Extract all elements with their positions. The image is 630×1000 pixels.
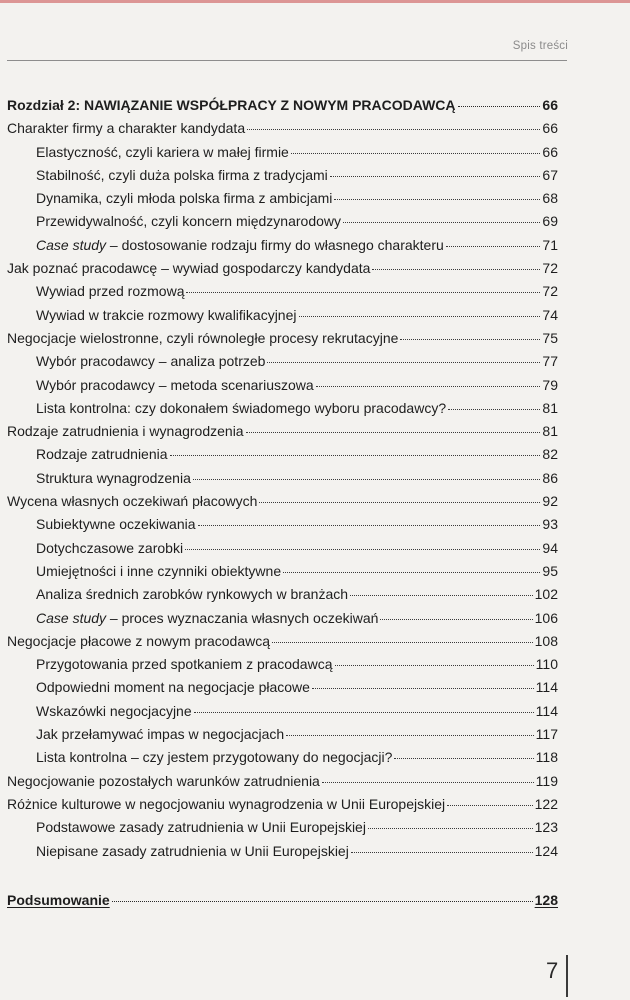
toc-subsection-entry[interactable] (7, 513, 558, 536)
toc-entry-title-text: Wycena własnych oczekiwań płacowych (7, 493, 258, 510)
toc-subsection-entry[interactable] (7, 304, 558, 327)
toc-entry-page: 72 (542, 260, 558, 277)
toc-dot-leader (322, 782, 534, 783)
toc-entry-title (7, 117, 245, 140)
toc-dot-leader (335, 665, 534, 666)
toc-entry-page: 66 (542, 97, 558, 113)
toc-entry-title (36, 187, 332, 210)
toc-entry-page: 122 (534, 795, 558, 812)
toc-subsection-entry[interactable] (7, 840, 558, 863)
toc-entry-title-italic: Case study (36, 236, 107, 253)
toc-entry-page: 119 (535, 772, 558, 789)
toc-entry-page: 72 (542, 283, 558, 300)
toc-entry-title (36, 304, 297, 327)
toc-entry-title (36, 350, 265, 373)
toc-dot-leader (343, 222, 540, 223)
toc-entry-title-text: Lista kontrolna – czy jestem przygotowany do negocjacji? (36, 749, 393, 766)
toc-subsection-entry[interactable] (7, 397, 558, 420)
toc-dot-leader (448, 409, 540, 410)
toc-dot-leader (247, 129, 540, 130)
toc-entry-title-text: Analiza średnich zarobków rynkowych w branżach (36, 586, 349, 603)
toc-entry-title-text: Podsumowanie (7, 891, 110, 908)
toc-entry-title-text: Negocjacje płacowe z nowym pracodawcą (7, 632, 271, 649)
toc-subsection-entry[interactable] (7, 164, 558, 187)
toc-entry-title-text: Struktura wynagrodzenia (36, 469, 191, 486)
toc-entry-title-text: Subiektywne oczekiwania (36, 516, 196, 533)
toc-subsection-entry[interactable] (7, 234, 558, 257)
toc-entry-title-text: Różnice kulturowe w negocjowaniu wynagrodzenia w Unii Europejskiej (7, 795, 446, 812)
toc-entry-page: 75 (542, 329, 558, 346)
toc-subsection-entry[interactable] (7, 607, 558, 630)
toc-entry-title-text: Wywiad w trakcie rozmowy kwalifikacyjnej (36, 306, 297, 323)
toc-dot-leader (112, 901, 533, 902)
table-of-contents (7, 94, 558, 912)
toc-entry-page: 67 (542, 166, 558, 183)
toc-subsection-entry[interactable] (7, 141, 558, 164)
toc-dot-leader (186, 292, 540, 293)
toc-entry-page: 66 (542, 143, 558, 160)
toc-entry-page: 108 (534, 632, 558, 649)
toc-subsection-entry[interactable] (7, 700, 558, 723)
toc-entry-page: 114 (535, 702, 558, 719)
toc-entry-title (36, 164, 328, 187)
toc-dot-leader (446, 246, 541, 247)
toc-entry-title (36, 723, 284, 746)
toc-section-entry[interactable] (7, 490, 558, 513)
toc-entry-page: 94 (542, 539, 558, 556)
toc-entry-title (36, 397, 446, 420)
toc-dot-leader (350, 595, 533, 596)
toc-entry-title-text: Rodzaje zatrudnienia i wynagrodzenia (7, 423, 244, 440)
toc-entry-title (7, 793, 445, 816)
toc-section-entry[interactable] (7, 420, 558, 443)
toc-dot-leader (267, 362, 540, 363)
toc-entry-title-text: Umiejętności i inne czynniki obiektywne (36, 562, 282, 579)
toc-entry-title-text: Odpowiedni moment na negocjacje płacowe (36, 679, 310, 696)
toc-entry-title-text: Stabilność, czyli duża polska firma z tradycjami (36, 166, 328, 183)
toc-subsection-entry[interactable] (7, 443, 558, 466)
toc-entry-title-text: Przygotowania przed spotkaniem z pracodawcą (36, 656, 333, 673)
toc-entry-title (36, 840, 349, 863)
toc-entry-title-text: Rozdział 2: NAWIĄZANIE WSPÓŁPRACY Z NOWYM PRACODAWCĄ (7, 97, 456, 113)
toc-entry-title (36, 513, 196, 536)
toc-entry-page: 102 (534, 586, 558, 603)
toc-dot-leader (380, 619, 532, 620)
page-top-edge (0, 0, 630, 3)
toc-section-entry[interactable] (7, 630, 558, 653)
toc-entry-page: 68 (542, 190, 558, 207)
toc-entry-title (7, 889, 110, 912)
toc-entry-page: 124 (534, 842, 558, 859)
toc-entry-title (36, 816, 366, 839)
toc-dot-leader (291, 153, 541, 154)
toc-subsection-entry[interactable] (7, 210, 558, 233)
toc-dot-leader (198, 525, 541, 526)
toc-dot-leader (286, 735, 533, 736)
page-number: 7 (546, 958, 559, 983)
toc-entry-title-text: Przewidywalność, czyli koncern międzynarodowy (36, 213, 342, 230)
toc-entry-title (7, 94, 456, 117)
toc-dot-leader (283, 572, 540, 573)
toc-entry-title-text: Podstawowe zasady zatrudnienia w Unii Europejskiej (36, 819, 366, 836)
toc-entry-title-text: Negocjowanie pozostałych warunków zatrudnienia (7, 772, 320, 789)
toc-entry-title-italic: Case study (36, 609, 107, 626)
toc-entry-page: 74 (542, 306, 558, 323)
toc-entry-page: 92 (542, 493, 558, 510)
toc-entry-page: 77 (542, 353, 558, 370)
toc-entry-title (36, 210, 341, 233)
toc-entry-title (7, 420, 244, 443)
toc-dot-leader (334, 199, 540, 200)
toc-entry-page: 66 (542, 120, 558, 137)
toc-entry-title (36, 467, 191, 490)
toc-entry-title-text: Wybór pracodawcy – metoda scenariuszowa (36, 376, 314, 393)
toc-dot-leader (400, 339, 540, 340)
toc-entry-title (36, 676, 310, 699)
toc-entry-title (36, 583, 348, 606)
toc-entry-title (36, 374, 314, 397)
toc-entry-page: 128 (534, 891, 558, 908)
toc-entry-title (36, 234, 444, 257)
toc-entry-page: 69 (542, 213, 558, 230)
toc-subsection-entry[interactable] (7, 560, 558, 583)
toc-section-entry[interactable] (7, 117, 558, 140)
toc-subsection-entry[interactable] (7, 280, 558, 303)
toc-entry-title (36, 443, 168, 466)
toc-dot-leader (272, 642, 533, 643)
toc-entry-title-text: Wskazówki negocjacyjne (36, 702, 192, 719)
toc-section-entry[interactable] (7, 770, 558, 793)
toc-entry-title (7, 257, 370, 280)
toc-entry-page: 79 (542, 376, 558, 393)
toc-entry-title (7, 770, 320, 793)
toc-entry-title (36, 653, 333, 676)
toc-entry-page: 82 (542, 446, 558, 463)
toc-entry-page: 95 (542, 562, 558, 579)
toc-subsection-entry[interactable] (7, 676, 558, 699)
toc-entry-title-text: Jak poznać pracodawcę – wywiad gospodarczy kandydata (7, 260, 371, 277)
toc-dot-leader (447, 805, 533, 806)
toc-subsection-entry[interactable] (7, 537, 558, 560)
toc-entry-page: 117 (535, 726, 558, 743)
toc-entry-page: 106 (534, 609, 558, 626)
toc-entry-page: 114 (535, 679, 558, 696)
toc-dot-leader (394, 758, 533, 759)
toc-entry-title (7, 630, 270, 653)
toc-subsection-entry[interactable] (7, 374, 558, 397)
toc-entry-title-text: – proces wyznaczania własnych oczekiwań (106, 609, 379, 626)
toc-entry-page: 123 (534, 819, 558, 836)
page-number-bar (566, 955, 568, 997)
toc-subsection-entry[interactable] (7, 187, 558, 210)
toc-subsection-entry[interactable] (7, 723, 558, 746)
toc-dot-leader (372, 269, 540, 270)
toc-entry-title-text: Wywiad przed rozmową (36, 283, 185, 300)
toc-entry-title (36, 700, 192, 723)
toc-subsection-entry[interactable] (7, 583, 558, 606)
toc-entry-page: 93 (542, 516, 558, 533)
toc-entry-title (36, 560, 281, 583)
toc-entry-title-text: Wybór pracodawcy – analiza potrzeb (36, 353, 266, 370)
toc-entry-title (36, 141, 289, 164)
toc-dot-leader (312, 688, 534, 689)
toc-dot-leader (330, 176, 541, 177)
toc-entry-title (36, 537, 183, 560)
toc-entry-title-text: Dynamika, czyli młoda polska firma z ambicjami (36, 190, 333, 207)
toc-dot-leader (458, 106, 541, 107)
toc-section-entry[interactable] (7, 257, 558, 280)
toc-subsection-entry[interactable] (7, 816, 558, 839)
toc-entry-title (36, 607, 378, 630)
toc-dot-leader (193, 479, 541, 480)
running-header: Spis treści (512, 40, 568, 52)
toc-entry-title (7, 327, 398, 350)
toc-entry-title-text: Rodzaje zatrudnienia (36, 446, 168, 463)
toc-entry-page: 81 (542, 399, 558, 416)
toc-entry-title-text: Niepisane zasady zatrudnienia w Unii Europejskiej (36, 842, 349, 859)
toc-dot-leader (194, 712, 534, 713)
toc-subsection-entry[interactable] (7, 653, 558, 676)
toc-entry-title-text: Elastyczność, czyli kariera w małej firmie (36, 143, 289, 160)
toc-dot-leader (351, 852, 533, 853)
toc-entry-page: 86 (542, 469, 558, 486)
toc-subsection-entry[interactable] (7, 350, 558, 373)
toc-dot-leader (170, 455, 541, 456)
toc-dot-leader (246, 432, 541, 433)
toc-entry-title-text: Jak przełamywać impas w negocjacjach (36, 726, 285, 743)
header-divider (7, 60, 567, 61)
toc-dot-leader (299, 316, 541, 317)
toc-dot-leader (185, 549, 540, 550)
toc-chapter-entry[interactable] (7, 889, 558, 912)
toc-chapter-entry[interactable] (7, 94, 558, 117)
toc-entry-title (7, 490, 257, 513)
toc-section-entry[interactable] (7, 327, 558, 350)
toc-entry-page: 110 (535, 656, 558, 673)
toc-entry-title-text: – dostosowanie rodzaju firmy do własnego charakteru (106, 236, 444, 253)
toc-dot-leader (368, 828, 533, 829)
toc-entry-title-text: Charakter firmy a charakter kandydata (7, 120, 246, 137)
toc-subsection-entry[interactable] (7, 467, 558, 490)
toc-entry-title-text: Negocjacje wielostronne, czyli równoległe procesy rekrutacyjne (7, 329, 399, 346)
toc-entry-title-text: Dotychczasowe zarobki (36, 539, 184, 556)
toc-entry-page: 118 (535, 749, 558, 766)
toc-entry-title (36, 746, 392, 769)
toc-entry-title-text: Lista kontrolna: czy dokonałem świadomego wyboru pracodawcy? (36, 399, 447, 416)
toc-section-entry[interactable] (7, 793, 558, 816)
toc-entry-title (36, 280, 184, 303)
toc-dot-leader (316, 386, 541, 387)
toc-entry-page: 71 (542, 236, 558, 253)
toc-subsection-entry[interactable] (7, 746, 558, 769)
toc-entry-page: 81 (542, 423, 558, 440)
toc-dot-leader (259, 502, 540, 503)
